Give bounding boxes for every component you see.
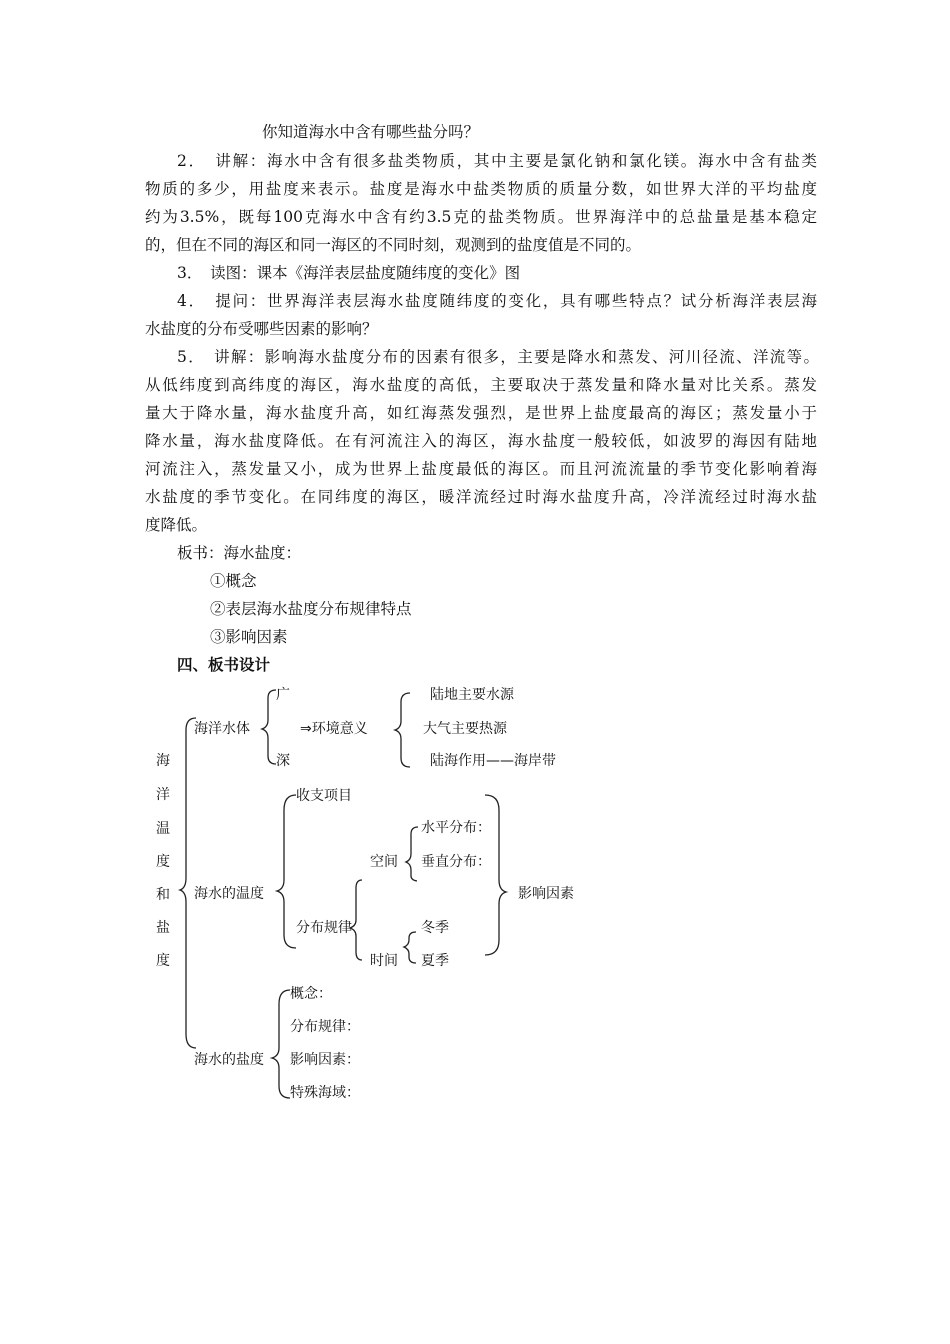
paragraph-5-line-4: 降水量，海水盐度降低。在有河流注入的海区，海水盐度一般较低，如波罗的海因有陆地 xyxy=(145,432,817,450)
salinity-item-distribution: 分布规律： xyxy=(290,1019,360,1035)
environmental-meaning: ⇒环境意义 xyxy=(300,721,368,737)
water-body-brace xyxy=(262,690,276,764)
salinity-item-factors: 影响因素： xyxy=(290,1052,360,1068)
paragraph-4-line-1: 4． 提问：世界海洋表层海水盐度随纬度的变化，具有哪些特点？试分析海洋表层海 xyxy=(177,292,817,310)
winter: 冬季 xyxy=(421,920,449,936)
paragraph-2-line-4: 的，但在不同的海区和同一海区的不同时刻，观测到的盐度值是不同的。 xyxy=(145,236,642,254)
salinity-item-concept: 概念： xyxy=(290,986,332,1002)
section-title: 四、板书设计 xyxy=(177,656,271,674)
root-char-6: 盐 xyxy=(156,920,170,936)
paragraph-4-line-2: 水盐度的分布受哪些因素的影响？ xyxy=(145,320,378,338)
root-brace xyxy=(180,718,196,1048)
paragraph-2-line-2: 物质的多少，用盐度来表示。盐度是海水中盐类物质的质量分数，如世界大洋的平均盐度 xyxy=(145,180,817,198)
salinity-label: 海水的盐度 xyxy=(194,1052,264,1068)
board-note-item-1: ①概念 xyxy=(210,572,257,590)
paragraph-5-line-3: 量大于降水量，海水盐度升高，如红海蒸发强烈，是世界上盐度最高的海区；蒸发量小于 xyxy=(145,404,817,422)
paragraph-2-line-3: 约为3.5%，既每100克海水中含有约3.5克的盐类物质。世界海洋中的总盐量是基本稳定 xyxy=(145,208,817,226)
temperature-brace xyxy=(277,795,296,948)
vertical-distribution: 垂直分布： xyxy=(421,854,491,870)
time-label: 时间 xyxy=(370,953,398,969)
budget-items: 收支项目 xyxy=(296,788,352,804)
root-char-5: 和 xyxy=(156,887,170,903)
paragraph-3: 3． 读图：课本《海洋表层盐度随纬度的变化》图 xyxy=(177,264,521,282)
paragraph-5-line-6: 水盐度的季节变化。在同纬度的海区，暖洋流经过时海水盐度升高，冷洋流经过时海水盐 xyxy=(145,488,817,506)
root-char-1: 海 xyxy=(156,753,170,769)
salinity-brace xyxy=(272,990,290,1098)
distribution-pattern: 分布规律 xyxy=(296,920,352,936)
extent-deep: 深 xyxy=(276,753,290,769)
influencing-factors: 影响因素 xyxy=(518,886,574,902)
meaning-item-1: 陆地主要水源 xyxy=(430,687,514,703)
board-note-title: 板书：海水盐度： xyxy=(177,544,302,562)
temperature-label: 海水的温度 xyxy=(194,886,264,902)
space-label: 空间 xyxy=(370,854,398,870)
paragraph-2-line-1: 2． 讲解：海水中含有很多盐类物质，其中主要是氯化钠和氯化镁。海水中含有盐类 xyxy=(177,152,817,170)
paragraph-5-line-5: 河流注入，蒸发量又小，成为世界上盐度最低的海区。而且河流流量的季节变化影响着海 xyxy=(145,460,817,478)
space-brace xyxy=(406,827,418,881)
root-char-3: 温 xyxy=(156,821,170,837)
root-char-7: 度 xyxy=(156,953,170,969)
summer: 夏季 xyxy=(421,953,449,969)
question-intro: 你知道海水中含有哪些盐分吗？ xyxy=(262,123,480,141)
paragraph-5-line-1: 5． 讲解：影响海水盐度分布的因素有很多，主要是降水和蒸发、河川径流、洋流等。 xyxy=(177,348,819,366)
paragraph-5-line-2: 从低纬度到高纬度的海区，海水盐度的高低，主要取决于蒸发量和降水量对比关系。蒸发 xyxy=(145,376,817,394)
meaning-brace xyxy=(395,693,410,767)
extent-wide: 广 xyxy=(276,687,290,703)
paragraph-5-line-7: 度降低。 xyxy=(145,516,208,534)
board-note-item-2: ②表层海水盐度分布规律特点 xyxy=(210,600,412,618)
meaning-item-3: 陆海作用——海岸带 xyxy=(430,753,556,769)
root-char-4: 度 xyxy=(156,854,170,870)
salinity-item-special-seas: 特殊海域： xyxy=(290,1085,360,1101)
horizontal-distribution: 水平分布： xyxy=(421,820,491,836)
meaning-item-2: 大气主要热源 xyxy=(423,721,507,737)
time-brace xyxy=(404,932,416,963)
root-char-2: 洋 xyxy=(156,787,170,803)
water-body-label: 海洋水体 xyxy=(194,721,250,737)
board-note-item-3: ③影响因素 xyxy=(210,628,288,646)
